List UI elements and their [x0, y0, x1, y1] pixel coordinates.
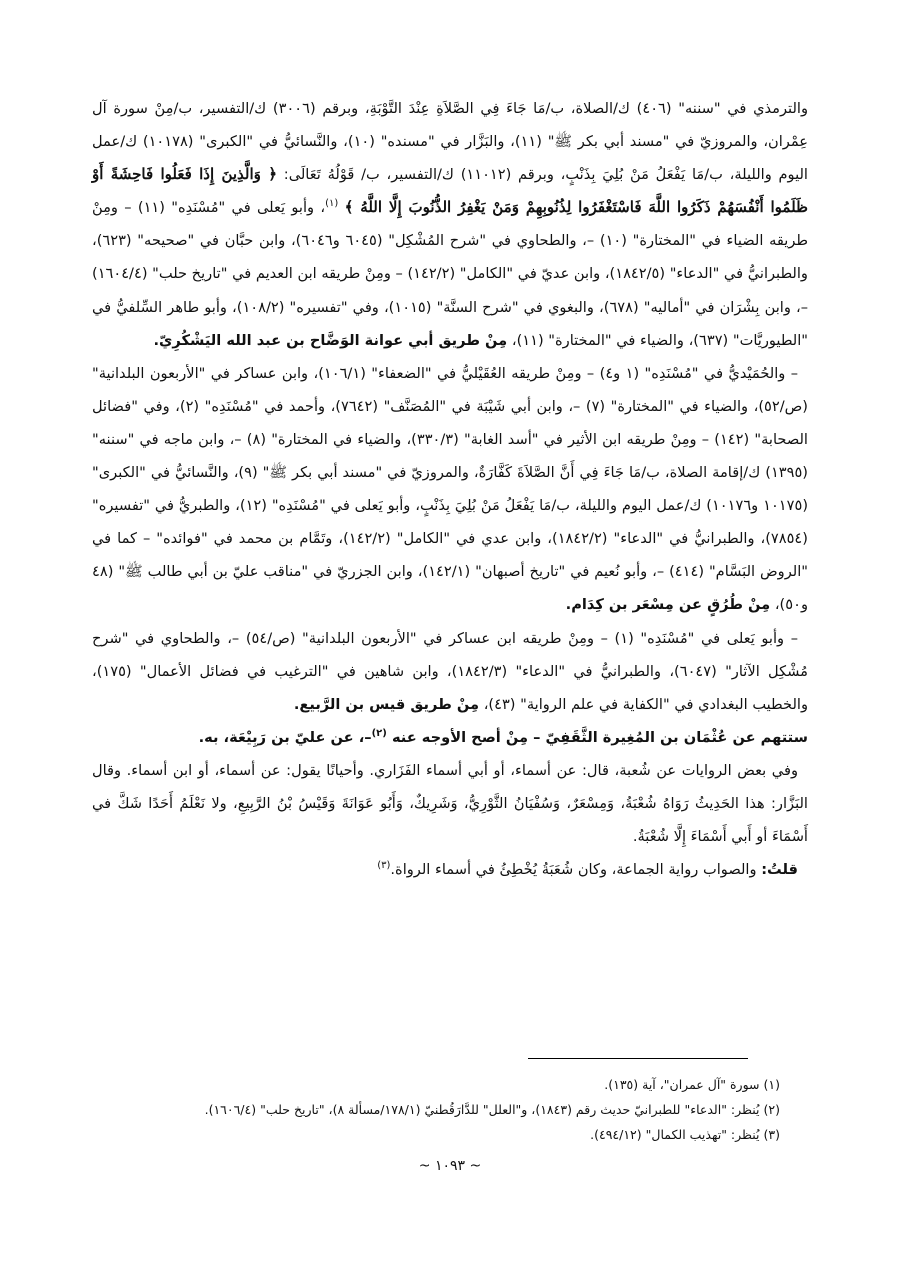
paragraph-1-text: والترمذي في "سننه" (٤٠٦) ك/الصلاة، ب/مَا جَاءَ فِي الصَّلاَةِ عِنْدَ التَّوْبَةِ، وبرقم (٣٠٠٦) ك/التفسير، ب/مِنْ سورة آل عِمْران، والمروزيّ في "مسند أبي بكر ﷺ" (١١)، والبَزَّار في "مسنده" (١٠)، والنَّسائيُّ في "الكبرى" (١٠١٧٨) ك/عمل اليوم والليلة، ب/مَا يَفْعَلُ مَنْ بُلِيَ بِذَنْبٍ، وبرقم (١١٠١٢) ك/التفسير، ب/ قَوْلُهُ تَعَالَى: [92, 100, 809, 184]
footnote-ref-1: (١) [325, 198, 339, 210]
footnote-divider [528, 1058, 748, 1059]
paragraph-4 [92, 721, 808, 754]
footnote-3: (٣) يُنظر: "تهذيب الكمال" (٤٩٤/١٢). [590, 1127, 780, 1142]
paragraph-4-bold-end: –، عن عليّ بن رَبِيْعَة، به. [198, 728, 372, 746]
paragraph-3-bold: مِنْ طريق قيس بن الرَّبيع. [293, 695, 480, 713]
footnote-ref-2: (٢) [371, 727, 387, 739]
quran-verse: ﴿ وَالَّذِينَ إِذَا فَعَلُوا فَاحِشَةً أَوْ ظَلَمُوا أَنْفُسَهُمْ ذَكَرُوا اللَّهَ فَاسْتَغْفَرُوا لِذُنُوبِهِمْ وَمَنْ يَغْفِرُ الذُّنُوبَ إِلَّا اللَّهُ ﴾ [92, 165, 808, 217]
paragraph-1 [92, 92, 808, 357]
paragraph-1-continuation: ، وأبو يَعلى في "مُسْنَدِه" (١١) – ومِنْ طريقه الضياء في "المختارة" (١٠) –، والطحاوي في "شرح المُشْكِل" (٦٠٤٥ و٦٠٤٦)، وابن حبَّان في "صحيحه" (٦٢٣)، والطبرانيُّ في "الدعاء" (١٨٤٢/٥)، وابن عديّ في "الكامل" (١٤٢/٢) – ومِنْ طريقه ابن العديم في "تاريخ حلب" (١٦٠٤/٤) –، وابن بِشْرَان في "أماليه" (٦٧٨)، والبغوي في "شرح السنَّة" (١٠١٥)، وفي "تفسيره" (١٠٨/٢)، وأبو طاهر السِّلفيُّ في "الطيوريَّات" (٦٣٧)، والضياء في "المختارة" (١١)، [92, 199, 809, 349]
main-text [92, 92, 808, 886]
paragraph-2-text: – والحُمَيْديُّ في "مُسْنَدِه" (١ و٤) – ومِنْ طريقه العُقَيْليُّ في "الضعفاء" (١٠٦/١)، وابن عساكر في "الأربعون البلدانية" (ص/٥٢)، والضياء في "المختارة" (٧) –، وابن أبي شَيْبَة في "المُصَنَّف" (٧٦٤٢)، وأحمد في "مُسْنَدِه" (٢)، وفي "فضائل الصحابة" (١٤٢) – ومِنْ طريقه ابن الأثير في "أسد الغابة" (٣٣٠/٣)، والضياء في المختارة" (٨) –، وابن ماجه في "سننه" (١٣٩٥) ك/إقامة الصلاة، ب/مَا جَاءَ فِي أَنَّ الصَّلاَةَ كَفَّارَةٌ، والمروزيّ في "مسند أبي بكر ﷺ" (٩)، والنَّسائيُّ في "الكبرى" (١٠١٧٥ و١٠١٧٦) ك/عمل اليوم والليلة، ب/مَا يَفْعَلُ مَنْ بُلِيَ بِذَنْبٍ، وأبو يَعلى في "مُسْنَدِه" (١٢)، والطبريُّ في "تفسيره" (٧٨٥٤)، والطبرانيُّ في "الدعاء" (١٨٤٢/٢)، وابن عدي في "الكامل" (١٤٢/٢)، وتَمَّام بن محمد في "فوائده" – كما في "الروض البَسَّام" (٤١٤) –، وأبو نُعيم في "تاريخ أصبهان" (١٤٢/١)، وابن الجزريّ في "مناقب عليّ بن أبي طالب ﷺ" (٤٨ و٥٠)، [92, 364, 809, 614]
footnote-ref-3: (٣) [377, 860, 391, 872]
paragraph-3-text: – وأبو يَعلى في "مُسْنَدِه" (١) – ومِنْ طريقه ابن عساكر في "الأربعون البلدانية" (ص/٥٤) –، والطحاوي في "شرح مُشْكِل الآثار" (٦٠٤٧)، والطبرانيُّ في "الدعاء" (١٨٤٢/٣)، وابن شاهين في "الترغيب في فضائل الأعمال" (١٧٥)، والخطيب البغدادي في "الكفاية في علم الرواية" (٤٣)، [92, 629, 808, 713]
footnotes [92, 1072, 780, 1147]
paragraph-6-bold: قلتُ: [761, 861, 798, 879]
paragraph-4-bold: ستتهم عن عُثْمَان بن المُغِيرة الثَّقَفِيّ – مِنْ أصح الأوجه عنه [391, 728, 808, 746]
footnote-1: (١) سورة "آل عمران"، آية (١٣٥). [604, 1077, 780, 1092]
paragraph-3 [92, 622, 808, 721]
paragraph-2 [92, 357, 808, 622]
paragraph-2-bold: مِنْ طُرُقٍ عن مِسْعَر بن كِدَام. [565, 596, 771, 614]
paragraph-1-bold: مِنْ طريق أبي عوانة الوَضَّاح بن عبد الله اليَشْكُرِيّ. [153, 331, 508, 349]
paragraph-5-text: وفي بعض الروايات عن شُعبة، قال: عن أسماء، أو أبي أسماء الفَزَاري. وأحيانًا يقول: عن أسماء، أو ابن أسماء. وقال البَزَّار: هذا الحَدِيثُ رَوَاهُ شُعْبَةُ، وَمِسْعَرٌ، وَسُفْيَانُ الثَّوْرِيُّ، وَشَرِيكٌ، وَأَبُو عَوَانَةَ وَقَيْسُ بْنُ الرَّبِيعِ، ولا نَعْلَمُ أَحَدًا شَكَّ في أَسْمَاءَ أو أَبي أَسْمَاءَ إِلَّا شُعْبَةُ. [92, 761, 808, 846]
paragraph-5 [92, 754, 808, 853]
paragraph-6 [92, 853, 808, 886]
footnote-2: (٢) يُنظر: "الدعاء" للطبرانيّ حديث رقم (١٨٤٣)، و"العلل" للدَّارَقُطنيّ (١٧٨/١/مسألة ٨)، "تاريخ حلب" (١٦٠٦/٤). [204, 1102, 780, 1117]
paragraph-6-text: والصواب رواية الجماعة، وكان شُعَبَةُ يُخْطِئُ في أسماء الرواة. [390, 861, 762, 879]
page-number: ~ ١٠٩٣ ~ [418, 1158, 482, 1174]
